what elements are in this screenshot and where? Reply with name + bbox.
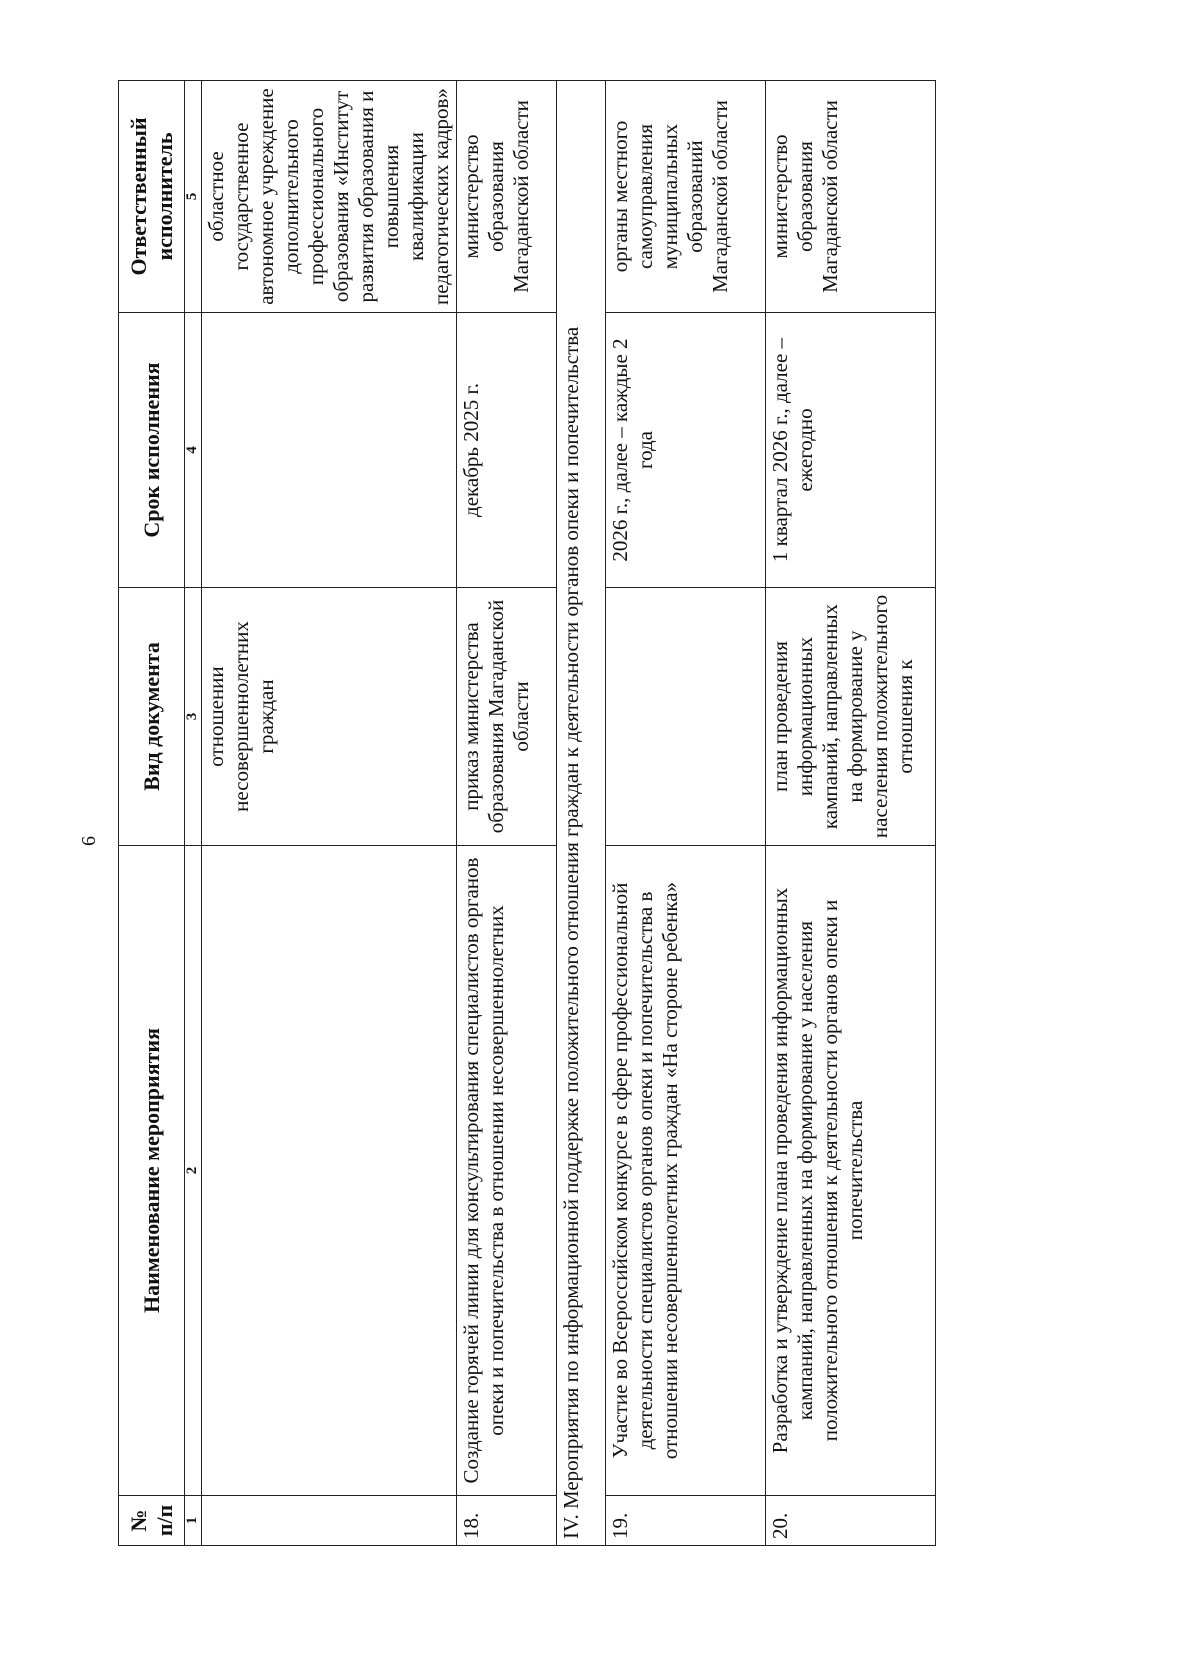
document-type: план проведения информационных кампаний, направленных на формирование у населения положительного отношения к	[766, 588, 936, 846]
column-number: 5	[185, 81, 202, 313]
header-document-type: Вид документа	[119, 588, 185, 846]
table-row	[457, 81, 557, 1546]
event-name: Разработка и утверждение плана проведения информационных кампаний, направленных на формирование у населения положительного отношения к деятельности органов опеки и попечительства	[766, 846, 936, 1496]
header-deadline: Срок исполнения	[119, 313, 185, 588]
document-type: приказ министерства образования Магаданской области	[457, 588, 557, 846]
page-number: 6	[78, 836, 100, 846]
deadline	[202, 313, 457, 588]
column-number: 4	[185, 313, 202, 588]
table-header-row	[119, 81, 185, 1546]
plan-table	[118, 80, 936, 1546]
responsible: министерство образования Магаданской области	[766, 81, 936, 313]
document-type: отношении несовершеннолетних граждан	[202, 588, 457, 846]
section-row	[557, 81, 606, 1546]
deadline: 1 квартал 2026 г., далее – ежегодно	[766, 313, 936, 588]
row-number: 20.	[766, 1496, 936, 1546]
row-number	[202, 1496, 457, 1546]
plan-table-container	[118, 81, 1200, 1546]
deadline: 2026 г., далее – каждые 2 года	[606, 313, 766, 588]
section-heading: IV. Мероприятия по информационной поддержке положительного отношения граждан к деятельности органов опеки и попечительства	[557, 81, 606, 1546]
table-row	[202, 81, 457, 1546]
event-name	[202, 846, 457, 1496]
column-number: 2	[185, 846, 202, 1496]
event-name: Участие во Всероссийском конкурсе в сфере профессиональной деятельности специалистов органов опеки и попечительства в отношении несовершеннолетних граждан «На стороне ребенка»	[606, 846, 766, 1496]
column-number-row	[185, 81, 202, 1546]
responsible: органы местного самоуправления муниципальных образований Магаданской области	[606, 81, 766, 313]
responsible: министерство образования Магаданской области	[457, 81, 557, 313]
deadline: декабрь 2025 г.	[457, 313, 557, 588]
row-number: 19.	[606, 1496, 766, 1546]
header-event-name: Наименование мероприятия	[119, 846, 185, 1496]
header-number: № п/п	[119, 1496, 185, 1546]
table-row	[606, 81, 766, 1546]
event-name: Создание горячей линии для консультирования специалистов органов опеки и попечительства в отношении несовершеннолетних	[457, 846, 557, 1496]
row-number: 18.	[457, 1496, 557, 1546]
table-row	[766, 81, 936, 1546]
column-number: 3	[185, 588, 202, 846]
header-responsible: Ответственный исполнитель	[119, 81, 185, 313]
responsible: областное государственное автономное учреждение дополнительного профессионального образования «Институт развития образования и повышения квалификации педагогических кадров»	[202, 81, 457, 313]
column-number: 1	[185, 1496, 202, 1546]
document-type	[606, 588, 766, 846]
